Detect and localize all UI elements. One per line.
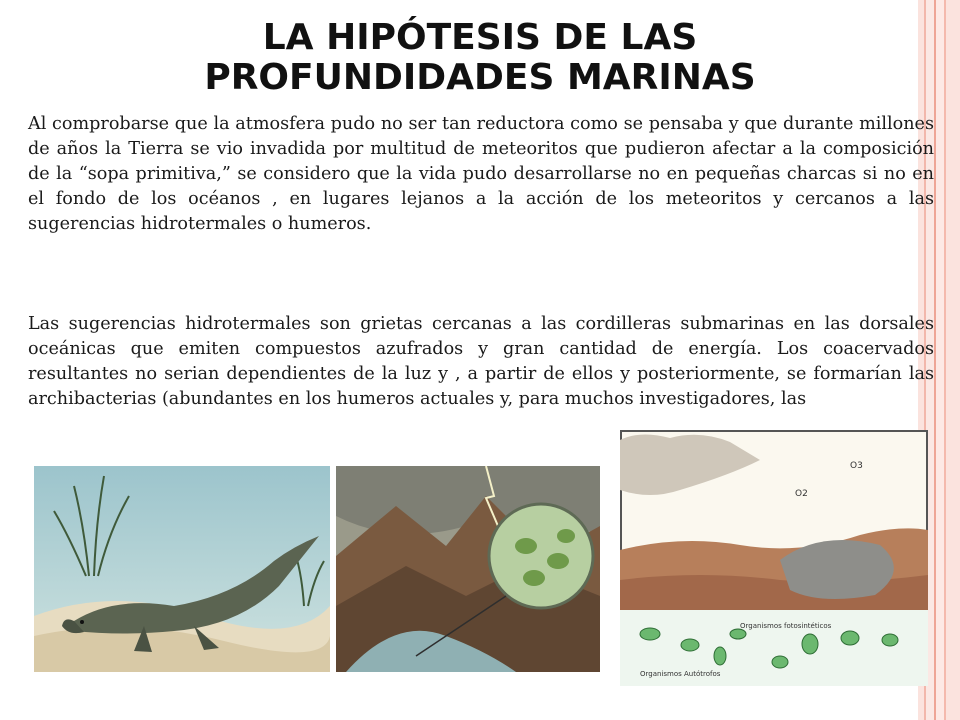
o3-label: O3	[850, 461, 863, 471]
photosynthetic-label: Organismos fotosintéticos	[740, 622, 832, 630]
autotrophs-label: Organismos Autótrofos	[640, 670, 721, 678]
ocean-section-diagram	[620, 430, 928, 686]
tetrapod-illustration	[34, 466, 330, 672]
page-title	[130, 18, 830, 98]
o2-label: O2	[795, 489, 808, 499]
title-line-1: LA HIPÓTESIS DE LAS	[262, 17, 698, 58]
primitive-earth-illustration	[336, 466, 600, 672]
paragraph-2: Las sugerencias hidrotermales son grietas cercanas a las cordilleras submarinas en las dorsales oceánicas que emiten compuestos azufrados y gran cantidad de energía. Los coacervados resultantes no serian dependientes de la luz y , a partir de ellos y posteriormente, se formarían las archibacterias (abundantes en los humeros actuales y, para muchos investigadores, las	[28, 314, 934, 409]
title-line-2: PROFUNDIDADES MARINAS	[204, 57, 756, 98]
paragraph-1: Al comprobarse que la atmosfera pudo no ser tan reductora como se pensaba y que durante millones de años la Tierra se vio invadida por multitud de meteoritos que pudieron afectar a la composición de la “sopa primitiva,” se considero que la vida pudo desarrollarse no en pequeñas charcas si no en el fondo de los océanos , en lugares lejanos a la acción de los meteoritos y cercanos a las sugerencias hidrotermales o humeros.	[28, 114, 934, 234]
